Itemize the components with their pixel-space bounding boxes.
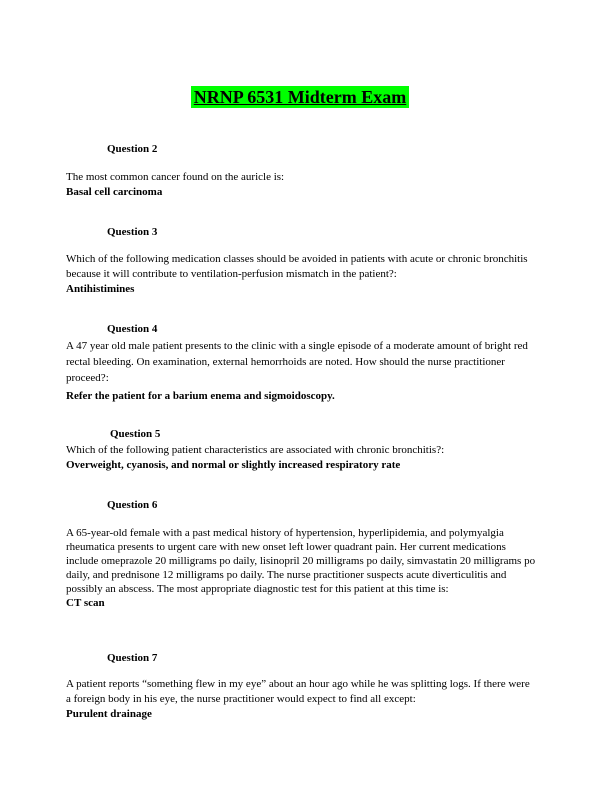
question-7-answer: Purulent drainage — [66, 708, 152, 720]
question-6-heading: Question 6 — [107, 499, 158, 511]
question-3-block — [66, 252, 536, 297]
question-6-text: A 65-year-old female with a past medical history of hypertension, hyperlipidemia, and polymyalgia rheumatica presents to urgent care with new onset left lower quadrant pain. Her current medications include omeprazole 20 milligrams po daily, lisinopril 20 milligrams po daily, simvastatin 20 milligrams po daily, and prednisone 12 milligrams po daily. The nurse practitioner suspects acute diverticulitis and possibly an abscess. The most appropriate diagnostic test for this patient at this time is: — [66, 527, 536, 595]
question-2-answer: Basal cell carcinoma — [66, 186, 163, 198]
question-2-text: The most common cancer found on the auricle is: — [66, 171, 285, 183]
question-7-heading: Question 7 — [107, 652, 158, 664]
question-3-heading: Question 3 — [107, 226, 158, 238]
page-title: NRNP 6531 Midterm Exam — [191, 86, 409, 108]
question-3-answer: Antihistimines — [66, 283, 135, 295]
question-5-block — [66, 443, 536, 473]
question-6-block — [66, 526, 536, 611]
question-2-block — [66, 170, 536, 200]
question-7-text: A patient reports “something flew in my eye” about an hour ago while he was splitting logs. If there were a foreign body in his eye, the nurse practitioner would expect to find all except: — [66, 678, 530, 705]
question-4-answer: Refer the patient for a barium enema and sigmoidoscopy. — [66, 390, 335, 402]
question-5-answer: Overweight, cyanosis, and normal or slightly increased respiratory rate — [66, 459, 401, 471]
question-6-answer: CT scan — [66, 597, 105, 609]
question-4-block — [66, 338, 536, 404]
question-5-heading: Question 5 — [110, 428, 161, 440]
question-3-text: Which of the following medication classes should be avoided in patients with acute or chronic bronchitis because it will contribute to ventilation-perfusion mismatch in the patient?: — [66, 253, 528, 280]
question-2-heading: Question 2 — [107, 143, 158, 155]
question-4-text: A 47 year old male patient presents to the clinic with a single episode of a moderate amount of bright red rectal bleeding. On examination, external hemorrhoids are noted. How should the nurse practitioner proceed?: — [66, 340, 528, 384]
question-4-heading: Question 4 — [107, 323, 158, 335]
title-wrapper — [0, 86, 600, 108]
question-7-block — [66, 677, 536, 722]
question-5-text: Which of the following patient characteristics are associated with chronic bronchitis?: — [66, 444, 445, 456]
